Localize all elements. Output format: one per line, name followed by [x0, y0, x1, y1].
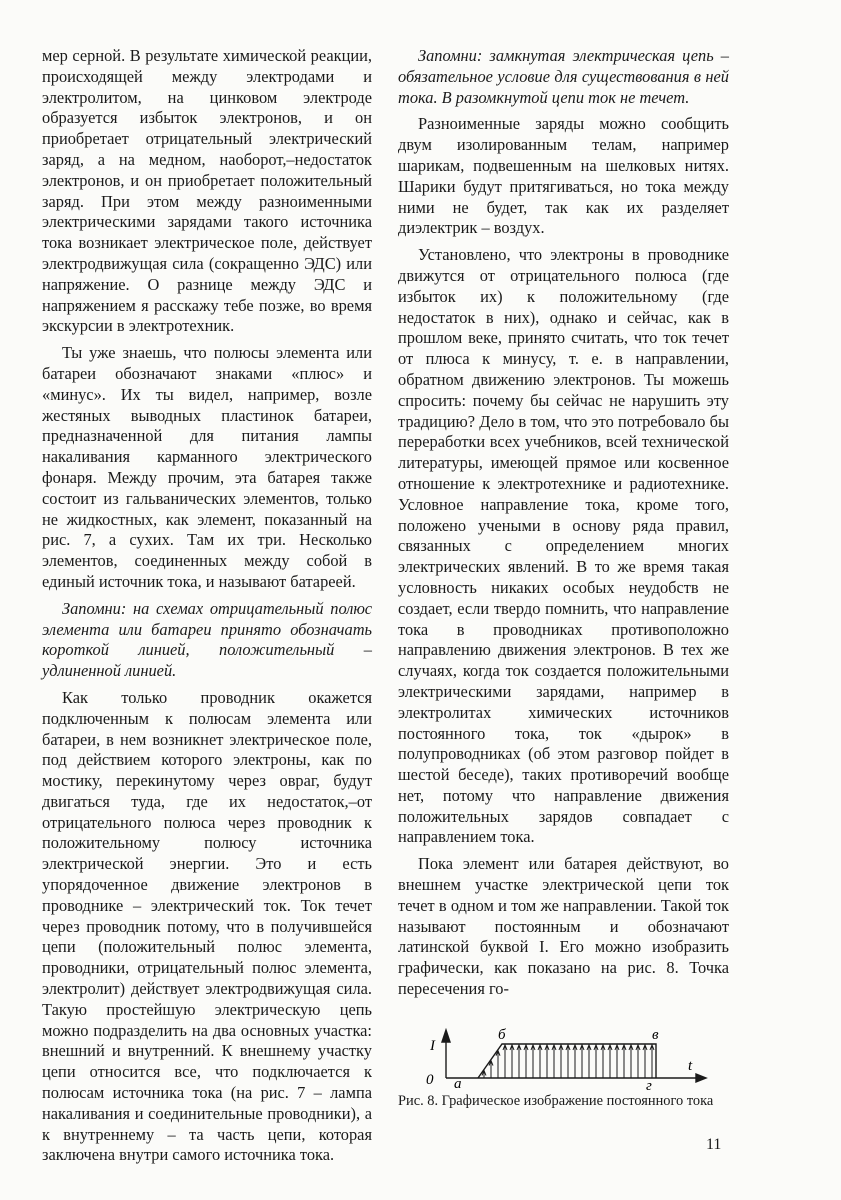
x-axis-arrow	[696, 1074, 706, 1082]
paragraph: Как только проводник окажется подключенным к полюсам элемента или батареи, в нем возникнет электрическое поле, под действием которого электроны, как по мостику, перекинутому через овраг, будут двигаться туда, где их недостаток,–от отрицательного полюса через проводник к положительному полюсу источника электрической энергии. Это и есть упорядоченное движение электронов в проводнике – электрический ток. Ток течет через проводник потому, что в получившейся цепи (положительный полюс элемента, проводники, отрицательный полюс элемента, электролит) действует электродвижущая сила. Такую простейшую электрическую цепь можно подразделить на два основных участка: внешний и внутренний. К внешнему участку цепи относится все, что подключается к полюсам источника тока (на рис. 7 – лампа накаливания и соединительные проводники), а к внутреннему – та часть цепи, которая заключена внутри самого источника тока.	[42, 687, 372, 1165]
paragraph: Ты уже знаешь, что полюсы элемента или батареи обозначают знаками «плюс» и «минус». Их ты видел, например, возле жестяных выводных пластинок батареи, предназначенной для питания лампы накаливания карманного электрического фонаря. Между прочим, эта батарея также состоит из гальванических элементов, только не жидкостных, как элемент, показанный на рис. 7, а сухих. Там их три. Несколько элементов, соединенных между собой в единый источник тока, и называют батареей.	[42, 343, 372, 591]
label-t: t	[688, 1058, 693, 1074]
label-a: a	[454, 1076, 462, 1092]
left-column	[42, 46, 372, 1172]
label-b: б	[498, 1028, 506, 1043]
label-o: 0	[426, 1072, 434, 1088]
figure-caption: Рис. 8. Графическое изображение постоянного тока	[398, 1093, 714, 1109]
figure-8-graph	[416, 1028, 716, 1092]
label-g: г	[646, 1078, 652, 1092]
note-paragraph: Запомни: замкнутая электрическая цепь – обязательное условие для существования в ней тока. В разомкнутой цепи ток не течет.	[398, 46, 729, 107]
paragraph: мер серной. В результате химической реакции, происходящей между электродами и электролитом, на цинковом электроде образуется избыток электронов, и он приобретает отрицательный электрический заряд, а на медном, наоборот,–недостаток электронов, и он приобретает положительный заряд. При этом между разноименными электрическими зарядами такого источника тока возникает электрическое поле, действует электродвижущая сила (сокращенно ЭДС) или напряжение. О разнице между ЭДС и напряжением я расскажу тебе позже, во время экскурсии в электротехник.	[42, 46, 372, 336]
page-number: 11	[706, 1136, 722, 1153]
paragraph: Разноименные заряды можно сообщить двум изолированным телам, например шарикам, подвешенным на шелковых нитях. Шарики будут притягиваться, но тока между ними не будет, так как их разделяет диэлектрик – воздух.	[398, 114, 729, 238]
paragraph: Установлено, что электроны в проводнике движутся от отрицательного полюса (где избыток их) к положительному (где недостаток в них), однако и сейчас, как в прошлом веке, принято считать, что ток течет от плюса к минусу, т. е. в направлении, обратном движению электронов. Ты можешь спросить: почему бы сейчас не нарушить эту традицию? Дело в том, что это потребовало бы переработки всех учебников, всей технической литературы, имеющей прямое или косвенное отношение к электротехнике и радиотехнике. Условное направление тока, кроме того, положено учеными в основу ряда правил, связанных с определением многих электрических явлений. В то же время такая условность никаких особых неудобств не создает, если твердо помнить, что направление тока в проводниках противоположно направлению движения электронов. В тех же случаях, когда ток создается положительными электрическими зарядами, например в электролитах химических источников постоянного тока, ток «дырок» в полупроводниках (об этом разговор пойдет в шестой беседе), таких противоречий вообще нет, потому что направление движения положительных зарядов совпадает с направлением тока.	[398, 245, 729, 847]
label-v: в	[652, 1028, 659, 1043]
y-axis-arrow	[442, 1030, 450, 1042]
note-paragraph: Запомни: на схемах отрицательный полюс элемента или батареи принято обозначать короткой линией, положительный – удлиненной линией.	[42, 598, 372, 681]
right-column	[398, 46, 729, 1006]
paragraph: Пока элемент или батарея действуют, во внешнем участке электрической цепи ток течет в одном и том же направлении. Такой ток называют постоянным и обозначают латинской буквой I. Его можно изобразить графически, как показано на рис. 8. Точка пересечения го-	[398, 854, 729, 999]
label-i: I	[430, 1038, 435, 1054]
